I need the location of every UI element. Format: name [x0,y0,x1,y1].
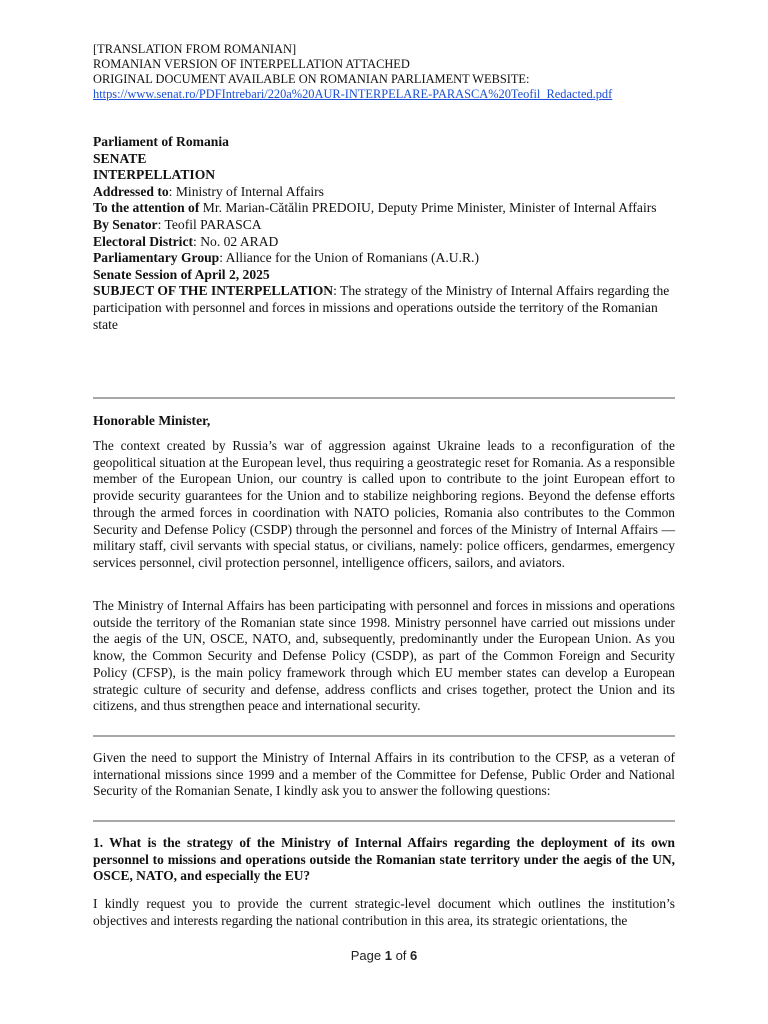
chamber-name: SENATE [93,150,147,166]
addressed-to-line: Addressed to: Ministry of Internal Affairs [93,183,324,199]
translation-header [93,42,612,102]
divider [93,820,675,822]
divider [93,397,675,399]
paragraph-context: The context created by Russia’s war of aggression against Ukraine leads to a reconfiguration of the geopolitical situation at the European level, thus requiring a geostrategic reset for Romania. As a responsible member of the European Union, our country is called upon to contribute to the joint European effort to provide security guarantees for the Union and to stabilize neighboring regions. Beyond the defense efforts through the armed forces in coordination with NATO policies, Romania also contributes to the Common Security and Defense Policy (CSDP) through the personnel and forces of the Ministry of Internal Affairs — military staff, civil servants with special status, or civilians, namely: police officers, gendarmes, emergency services personnel, civil protection personnel, intelligence officers, sailors, and aviators. [93,438,675,570]
session-date: Senate Session of April 2, 2025 [93,266,270,282]
group-line: Parliamentary Group: Alliance for the Union of Romanians (A.U.R.) [93,250,479,266]
current-page-number: 1 [384,948,392,963]
source-link[interactable]: https://www.senat.ro/PDFIntrebari/220a%20AUR-INTERPELARE-PARASCA%20Teofil_Redacted.pdf [93,87,613,101]
attention-line: To the attention of Mr. Marian-Cătălin PREDOIU, Deputy Prime Minister, Minister of Internal Affairs [93,200,657,216]
interpellation-metadata [93,134,675,333]
paragraph-question-1-detail: I kindly request you to provide the current strategic-level document which outlines the institution’s objectives and interests regarding the national contribution in this area, its strategic orientations, the [93,896,675,928]
total-pages: 6 [410,948,418,963]
paragraph-request: Given the need to support the Ministry of Internal Affairs in its contribution to the CFSP, as a veteran of international missions since 1999 and a member of the Committee for Defense, Public Order and National Security of the Romanian Senate, I kindly ask you to answer the following questions: [93,750,675,799]
subject-line: SUBJECT OF THE INTERPELLATION: The strategy of the Ministry of Internal Affairs regarding the participation with personnel and forces in missions and operations outside the territory of the Romanian state [93,283,670,332]
document-type: INTERPELLATION [93,167,216,183]
question-1: 1. What is the strategy of the Ministry of Internal Affairs regarding the deployment of its own personnel to missions and operations outside the Romanian state territory under the aegis of the UN, OSCE, NATO, and especially the EU? [93,835,675,884]
divider [93,735,675,737]
header-line-1: [TRANSLATION FROM ROMANIAN] [93,42,297,56]
page-footer: Page 1 of 6 [350,948,418,963]
parliament-name: Parliament of Romania [93,134,229,149]
district-line: Electoral District: No. 02 ARAD [93,233,279,249]
paragraph-history: The Ministry of Internal Affairs has been participating with personnel and forces in missions and operations outside the territory of the Romanian state since 1998. Ministry personnel have carried out missions under the aegis of the UN, OSCE, NATO, and, subsequently, predominantly under the European Union. As you know, the Common Security and Defense Policy (CSDP), as part of the Common Foreign and Security Policy (CFSP), is the main policy framework through which EU member states can develop a European strategic culture of security and defense, address conflicts and crises together, protect the Union and its citizens, and thus strengthen peace and international security. [93,598,675,714]
header-line-3: ORIGINAL DOCUMENT AVAILABLE ON ROMANIAN PARLIAMENT WEBSITE: [93,72,530,86]
header-line-2: ROMANIAN VERSION OF INTERPELLATION ATTACHED [93,57,410,71]
salutation: Honorable Minister, [93,413,211,428]
senator-line: By Senator: Teofil PARASCA [93,216,262,232]
